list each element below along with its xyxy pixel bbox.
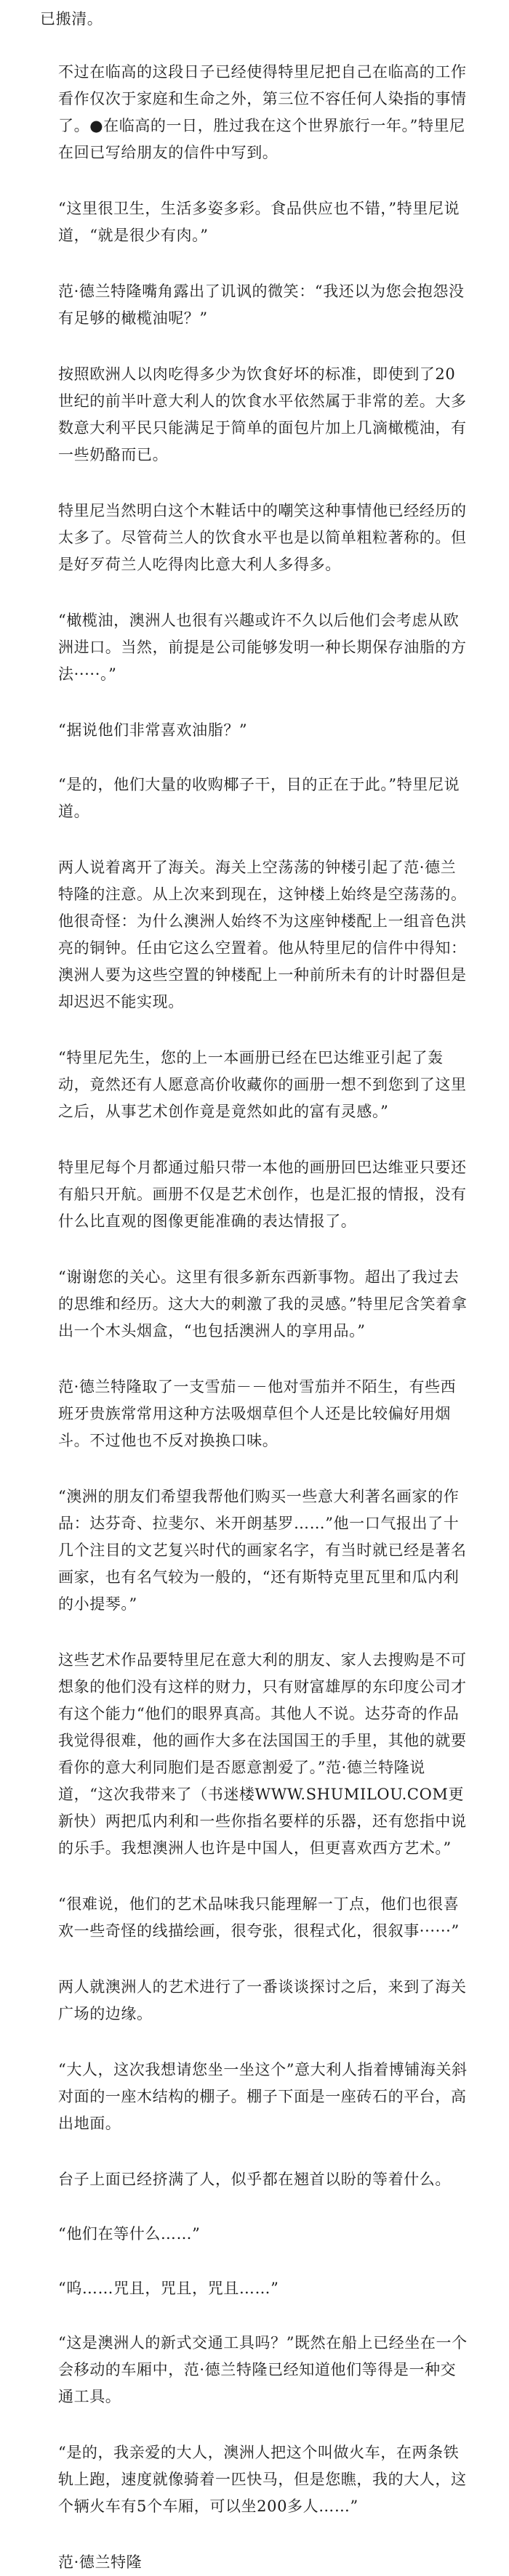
paragraph-1: 已搬清。 — [40, 10, 103, 28]
paragraph-15: “澳洲的朋友们希望我帮他们购买一些意大利著名画家的作品：达芬奇、拉斐尔、米开朗基罗……”他一口气报出了十几个注目的文艺复兴时代的画家名字，有当时就已经是著名画家，也有名气较为一般的，“还有斯特克里瓦里和瓜内利的小提琴。” — [58, 1488, 467, 1613]
paragraph-8: “据说他们非常喜欢油脂？” — [58, 721, 248, 739]
paragraph-14: 范·德兰特隆取了一支雪茄－－他对雪茄并不陌生，有些西班牙贵族常常用这种方法吸烟草但个人还是比较偏好用烟斗。不过他也不反对换换口味。 — [58, 1378, 457, 1449]
paragraph-17: “很难说，他们的艺术品味我只能理解一丁点，他们也很喜欢一些奇怪的线描绘画，很夸张，很程式化，很叙事······” — [58, 1895, 460, 1940]
paragraph-10: 两人说着离开了海关。海关上空荡荡的钟楼引起了范·德兰特隆的注意。从上次来到现在，这钟楼上始终是空荡荡的。他很奇怪：为什么澳洲人始终不为这座钟楼配上一组音色洪亮的铜钟。任由它这么空置着。他从特里尼的信件中得知：澳洲人要为这些空置的钟楼配上一种前所未有的计时器但是却迟迟不能实现。 — [58, 859, 467, 1010]
paragraph-24: “是的，我亲爱的大人，澳洲人把这个叫做火车，在两条铁轨上跑，速度就像骑着一匹快马，但是您瞧，我的大人，这个辆火车有5个车厢，可以坐200多人……” — [58, 2444, 467, 2515]
paragraph-3: “这里很卫生，生活多姿多彩。食品供应也不错，”特里尼说道，“就是很少有肉。” — [58, 200, 460, 244]
paragraph-5: 按照欧洲人以肉吃得多少为饮食好坏的标准，即使到了20世纪的前半叶意大利人的饮食水平依然属于非常的差。大多数意大利平民只能满足于简单的面包片加上几滴橄榄油，有一些奶酪而已。 — [58, 365, 467, 463]
paragraph-9: “是的，他们大量的收购椰子干，目的正在于此。”特里尼说道。 — [58, 776, 460, 820]
paragraph-4: 范·德兰特隆嘴角露出了讥讽的微笑：“我还以为您会抱怨没有足够的橄榄油呢？” — [58, 283, 465, 327]
paragraph-13: “谢谢您的关心。这里有很多新东西新事物。超出了我过去的思维和经历。这大大的刺激了我的灵感。”特里尼含笑着拿出一个木头烟盒，“也包括澳洲人的享用品。” — [58, 1268, 468, 1340]
paragraph-19: “大人，这次我想请您坐一坐这个”意大利人指着博铺海关斜对面的一座木结构的棚子。棚子下面是一座砖石的平台，高出地面。 — [58, 2061, 468, 2132]
paragraph-21: “他们在等什么……” — [58, 2225, 201, 2243]
paragraph-11: “特里尼先生，您的上一本画册已经在巴达维亚引起了轰动，竟然还有人愿意高价收藏你的画册一想不到您到了这里之后，从事艺术创作竟是竟然如此的富有灵感。” — [58, 1049, 467, 1120]
paragraph-6: 特里尼当然明白这个木鞋话中的嘲笑这种事情他已经经历的太多了。尽管荷兰人的饮食水平也是以简单粗粒著称的。但是好歹荷兰人吃得肉比意大利人多得多。 — [58, 502, 467, 573]
paragraph-23: “这是澳洲人的新式交通工具吗？”既然在船上已经坐在一个会移动的车厢中，范·德兰特隆已经知道他们等得是一种交通工具。 — [58, 2334, 468, 2405]
paragraph-12: 特里尼每个月都通过船只带一本他的画册回巴达维亚只要还有船只开航。画册不仅是艺术创作，也是汇报的情报，没有什么比直观的图像更能准确的表达情报了。 — [58, 1159, 467, 1230]
paragraph-2: 不过在临高的这段日子已经使得特里尼把自己在临高的工作看作仅次于家庭和生命之外，第三位不容任何人染指的事情了。●在临高的一日，胜过我在这个世界旅行一年。”特里尼在回已写给朋友的信件中写到。 — [58, 63, 467, 161]
paragraph-18: 两人就澳洲人的艺术进行了一番谈谈探讨之后，来到了海关广场的边缘。 — [58, 1978, 467, 2022]
paragraph-25: 范·德兰特隆 — [58, 2553, 143, 2571]
paragraph-16: 这些艺术作品要特里尼在意大利的朋友、家人去搜购是不可想象的他们没有这样的财力，只有财富雄厚的东印度公司才有这个能力“他们的眼界真高。其他人不说。达芬奇的作品我觉得很难，他的画作大多在法国国王的手里，其他的就要看你的意大利同胞们是否愿意割爱了。”范·德兰特隆说道，“这次我带来了（书迷楼WWW.SHUMILOU.COM更新快）两把瓜内利和一些你指名要样的乐器，还有您指中说的乐手。我想澳洲人也许是中国人，但更喜欢西方艺术。” — [58, 1651, 467, 1857]
paragraph-7: “橄榄油，澳洲人也很有兴趣或许不久以后他们会考虑从欧洲进口。当然，前提是公司能够发明一种长期保存油脂的方法·····。” — [58, 612, 467, 683]
paragraph-20: 台子上面已经挤满了人，似乎都在翘首以盼的等着什么。 — [58, 2171, 451, 2188]
paragraph-22: “呜……咒且，咒且，咒且……” — [58, 2280, 279, 2297]
